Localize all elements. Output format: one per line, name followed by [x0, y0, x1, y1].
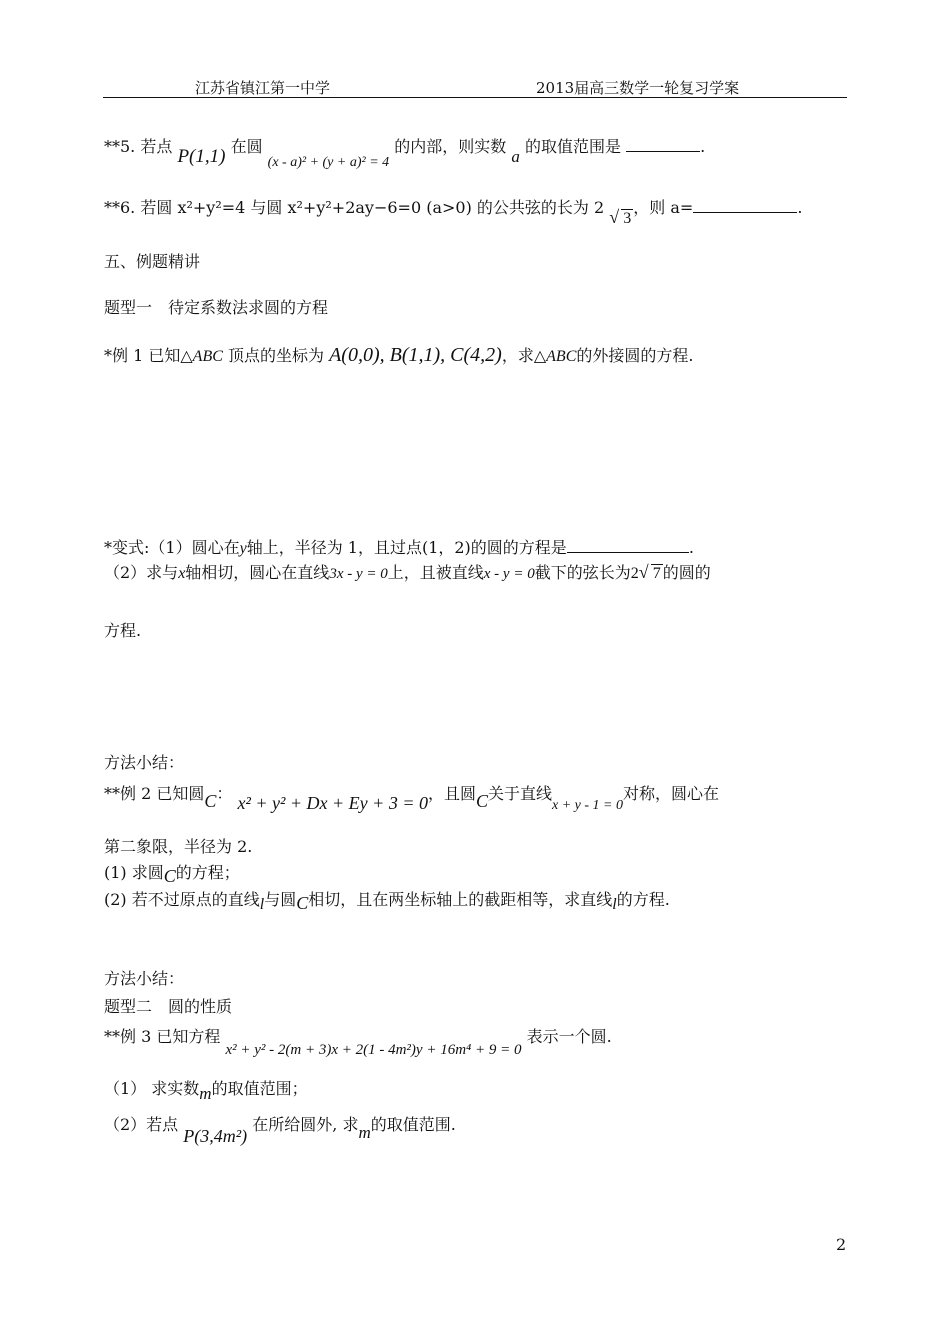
- q5-tail: 的取值范围是: [524, 137, 621, 156]
- ex3q2-c: 的取值范围.: [370, 1115, 456, 1134]
- example-3-part-1: [104, 1079, 308, 1103]
- page-number: 2: [836, 1235, 847, 1254]
- ex2-circle-C: C: [204, 791, 217, 811]
- ex2q2-l: l: [259, 896, 265, 913]
- var1-a: *变式:（1）圆心在: [104, 538, 240, 557]
- q6-answer-blank[interactable]: [693, 198, 797, 213]
- var2-a: （2）求与: [104, 563, 179, 582]
- ex2-b: ，且圆: [427, 784, 476, 803]
- ex2q2-b: 与圆: [264, 890, 297, 909]
- var2-d: 截下的弦长为: [534, 563, 631, 582]
- header-rule: [103, 97, 847, 98]
- ex1-end: 的外接圆的方程.: [576, 346, 694, 365]
- var2-two: 2: [630, 565, 639, 582]
- example-2: [104, 783, 720, 813]
- var1-b: 轴上，半径为 1，且过点(1，2)的圆的方程是: [246, 538, 567, 557]
- ex3q1-b: 的取值范围；: [211, 1079, 308, 1098]
- method-summary-2: 方法小结：: [104, 969, 185, 988]
- q5-equation: (x - a)² + (y + a)² = 4: [267, 155, 390, 170]
- var1-end: .: [688, 538, 694, 557]
- q6-sqrt: [609, 209, 633, 229]
- var2-line-1: 3x - y = 0: [329, 566, 388, 582]
- var2-b: 轴相切，圆心在直线: [185, 563, 330, 582]
- header-school: 江苏省镇江第一中学: [195, 79, 331, 97]
- ex2q2-l2: l: [612, 896, 617, 913]
- ex3-a: **例 3 已知方程: [104, 1027, 221, 1046]
- ex1-triangle-2: ABC: [546, 348, 577, 365]
- q5-point: P(1,1): [177, 146, 226, 167]
- ex1-tail: ，求△: [501, 346, 547, 365]
- example-2-continued: 第二象限，半径为 2.: [104, 837, 253, 856]
- q5-prefix: **5. 若点: [104, 137, 173, 156]
- ex2q1-C: C: [163, 866, 176, 886]
- ex3q2-m: m: [358, 1123, 371, 1142]
- q5-answer-blank[interactable]: [626, 137, 700, 152]
- ex3q2-point: P(3,4m²): [183, 1126, 248, 1146]
- q6-end: .: [797, 198, 803, 217]
- var2-sqrt: [639, 564, 663, 584]
- variation-2: [104, 563, 711, 584]
- ex3q2-b: 在所给圆外, 求: [252, 1115, 359, 1134]
- ex2q1-a: (1) 求圆: [104, 863, 164, 882]
- ex3-b: 表示一个圆.: [526, 1027, 612, 1046]
- type-1-heading: 题型一 待定系数法求圆的方程: [104, 298, 329, 317]
- ex1-prefix: *例 1 已知△: [104, 346, 193, 365]
- ex2-c: 关于直线: [488, 784, 553, 803]
- example-2-part-2: [104, 889, 670, 911]
- q5-end: .: [700, 137, 706, 156]
- var1-y: y: [239, 540, 247, 557]
- example-3: [104, 1027, 612, 1058]
- type-2-heading: 题型二 圆的性质: [104, 997, 233, 1016]
- var2-e: 的圆的: [662, 563, 711, 582]
- ex2-d: 对称，圆心在: [623, 784, 720, 803]
- var2-line-2: x - y = 0: [483, 566, 535, 582]
- ex2q2-C: C: [296, 893, 309, 913]
- ex2q2-d: 的方程.: [616, 890, 670, 909]
- ex3-equation: x² + y² - 2(m + 3)x + 2(1 - 4m²)y + 16m⁴ + 9 = 0: [225, 1042, 522, 1058]
- var2-x: x: [178, 565, 186, 582]
- q6-tail: ，则 a=: [633, 198, 694, 217]
- ex3q2-a: （2）若点: [104, 1115, 179, 1134]
- ex1-mid: 顶点的坐标为: [227, 346, 324, 365]
- example-3-part-2: [104, 1114, 456, 1146]
- var1-answer-blank[interactable]: [567, 538, 689, 553]
- ex2-line: x + y - 1 = 0: [552, 798, 623, 813]
- q5-mid: 在圆: [230, 137, 263, 156]
- ex2-colon: ：: [216, 784, 233, 803]
- q5-var: a: [511, 147, 520, 166]
- q6-text: **6. 若圆 x²+y²=4 与圆 x²+y²+2ay−6=0 (a>0) 的公共弦的长为 2: [104, 198, 605, 217]
- q6-root: 3: [623, 210, 632, 227]
- header-title: 2013届高三数学一轮复习学案: [536, 79, 740, 97]
- var2-c: 上，且被直线: [387, 563, 484, 582]
- ex2q2-a: (2) 若不过原点的直线: [104, 890, 260, 909]
- ex2-a: **例 2 已知圆: [104, 784, 205, 803]
- ex3q1-m: m: [199, 1084, 212, 1103]
- ex3q1-a: （1） 求实数: [104, 1079, 200, 1098]
- ex2q2-c: 相切，且在两坐标轴上的截距相等，求直线: [308, 890, 613, 909]
- var2-root: 7: [652, 565, 661, 582]
- variation-1: [104, 538, 694, 559]
- variation-2-continued: 方程.: [104, 621, 142, 640]
- ex2-equation: x² + y² + Dx + Ey + 3 = 0: [237, 793, 428, 813]
- q5-suffix: 的内部，则实数: [394, 137, 507, 156]
- question-6: [104, 198, 803, 227]
- example-1: [104, 345, 693, 367]
- ex1-triangle: ABC: [192, 348, 223, 365]
- section-heading: 五、例题精讲: [104, 252, 201, 271]
- example-2-part-1: [104, 862, 240, 886]
- question-5: [104, 137, 706, 170]
- ex1-points: A(0,0), B(1,1), C(4,2): [329, 344, 502, 366]
- ex2-circle-C-2: C: [475, 791, 488, 811]
- ex2q1-b: 的方程；: [175, 863, 240, 882]
- method-summary-1: 方法小结：: [104, 753, 185, 772]
